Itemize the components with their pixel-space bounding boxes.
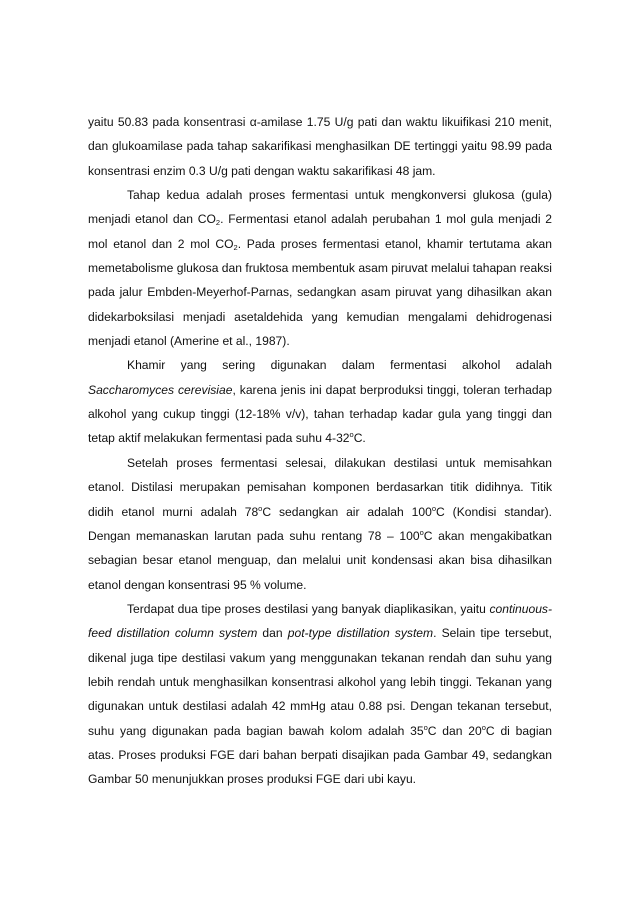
text-run: -amilase 1.75 U/g pati dan waktu likuifikasi 210 menit, dan glukoamilase pada tahap sakarifikasi menghasilkan DE tertinggi yaitu 98.99 pada konsentrasi enzim 0.3 U/g pati dengan waktu sakarifikasi 48 jam.	[88, 115, 552, 178]
text-run: C di bagian atas. Proses produksi FGE dari bahan berpati disajikan pada Gambar 49, sedangkan Gambar 50 menunjukkan proses produksi FGE dari ubi kayu.	[88, 723, 552, 787]
text-run: dan	[257, 626, 288, 641]
text-run: . Pada proses fermentasi etanol, khamir tertutama akan memetabolisme glukosa dan fruktosa membentuk asam piruvat melalui tahapan reaksi pada jalur Embden-Meyerhof-Parnas, sedangkan asam piruvat yang dihasilkan akan didekarboksilasi menjadi asetaldehida yang kemudian mengalami dehidrogenasi menjadi etanol (Amerine et al., 1987).	[88, 236, 552, 349]
text-run: C (Kondisi standar). Dengan memanaskan larutan pada suhu rentang 78 – 100	[88, 504, 552, 543]
subscript: 2	[215, 218, 221, 228]
text-run: yaitu 50.83 pada konsentrasi	[88, 115, 250, 129]
text-run: C.	[353, 431, 366, 446]
paragraph-fermentation	[88, 183, 552, 353]
italic-term: continuous-feed distillation column system	[88, 601, 552, 641]
degree-superscript: o	[419, 527, 424, 537]
text-run: C sedangkan air adalah 100	[262, 504, 432, 519]
subscript: 2	[233, 242, 238, 252]
species-name: Saccharomyces cerevisiae	[88, 382, 233, 397]
text-run: C dan 20	[427, 723, 482, 738]
text-run: . Fermentasi etanol adalah perubahan 1 mol gula menjadi 2 mol etanol dan 2 mol CO	[88, 212, 552, 251]
paragraph-enzyme-result	[88, 110, 552, 183]
degree-superscript: o	[349, 430, 354, 440]
text-run: Tahap kedua adalah proses fermentasi untuk mengkonversi glukosa (gula) menjadi etanol dan CO	[88, 188, 552, 227]
text-run: C akan mengakibatkan sebagian besar etanol menguap, dan melalui unit kondensasi akan bisa dihasilkan etanol dengan konsentrasi 95 % volume.	[88, 528, 552, 592]
text-run: Khamir yang sering digunakan dalam fermentasi alkohol adalah	[127, 358, 552, 373]
paragraph-distillation	[88, 451, 552, 597]
degree-superscript: o	[481, 722, 486, 732]
degree-superscript: o	[423, 722, 428, 732]
paragraph-yeast	[88, 353, 552, 450]
alpha-symbol: α	[249, 115, 257, 129]
paragraph-distillation-types	[88, 597, 552, 792]
text-run: , karena jenis ini dapat berproduksi tinggi, toleran terhadap alkohol yang cukup tinggi (12-18% v/v), tahan terhadap kadar gula yang tinggi dan tetap aktif melakukan fermentasi pada suhu 4-32	[88, 382, 552, 446]
italic-term: pot-type distillation system	[287, 626, 434, 641]
degree-superscript: o	[431, 503, 437, 513]
document-page	[88, 110, 552, 792]
text-run: Terdapat dua tipe proses destilasi yang banyak diaplikasikan, yaitu	[127, 601, 490, 616]
degree-superscript: o	[258, 503, 263, 513]
text-run: . Selain tipe tersebut, dikenal juga tipe destilasi vakum yang menggunakan tekanan rendah dan suhu yang lebih rendah untuk menghasilkan konsentrasi alkohol yang lebih tinggi. Tekanan yang digunakan untuk destilasi adalah 42 mmHg atau 0.88 psi. Dengan tekanan tersebut, suhu yang digunakan pada bagian bawah kolom adalah 35	[88, 626, 553, 738]
text-run: Setelah proses fermentasi selesai, dilakukan destilasi untuk memisahkan etanol. Distilasi merupakan pemisahan komponen berdasarkan titik didihnya. Titik didih etanol murni adalah 78	[88, 455, 552, 519]
